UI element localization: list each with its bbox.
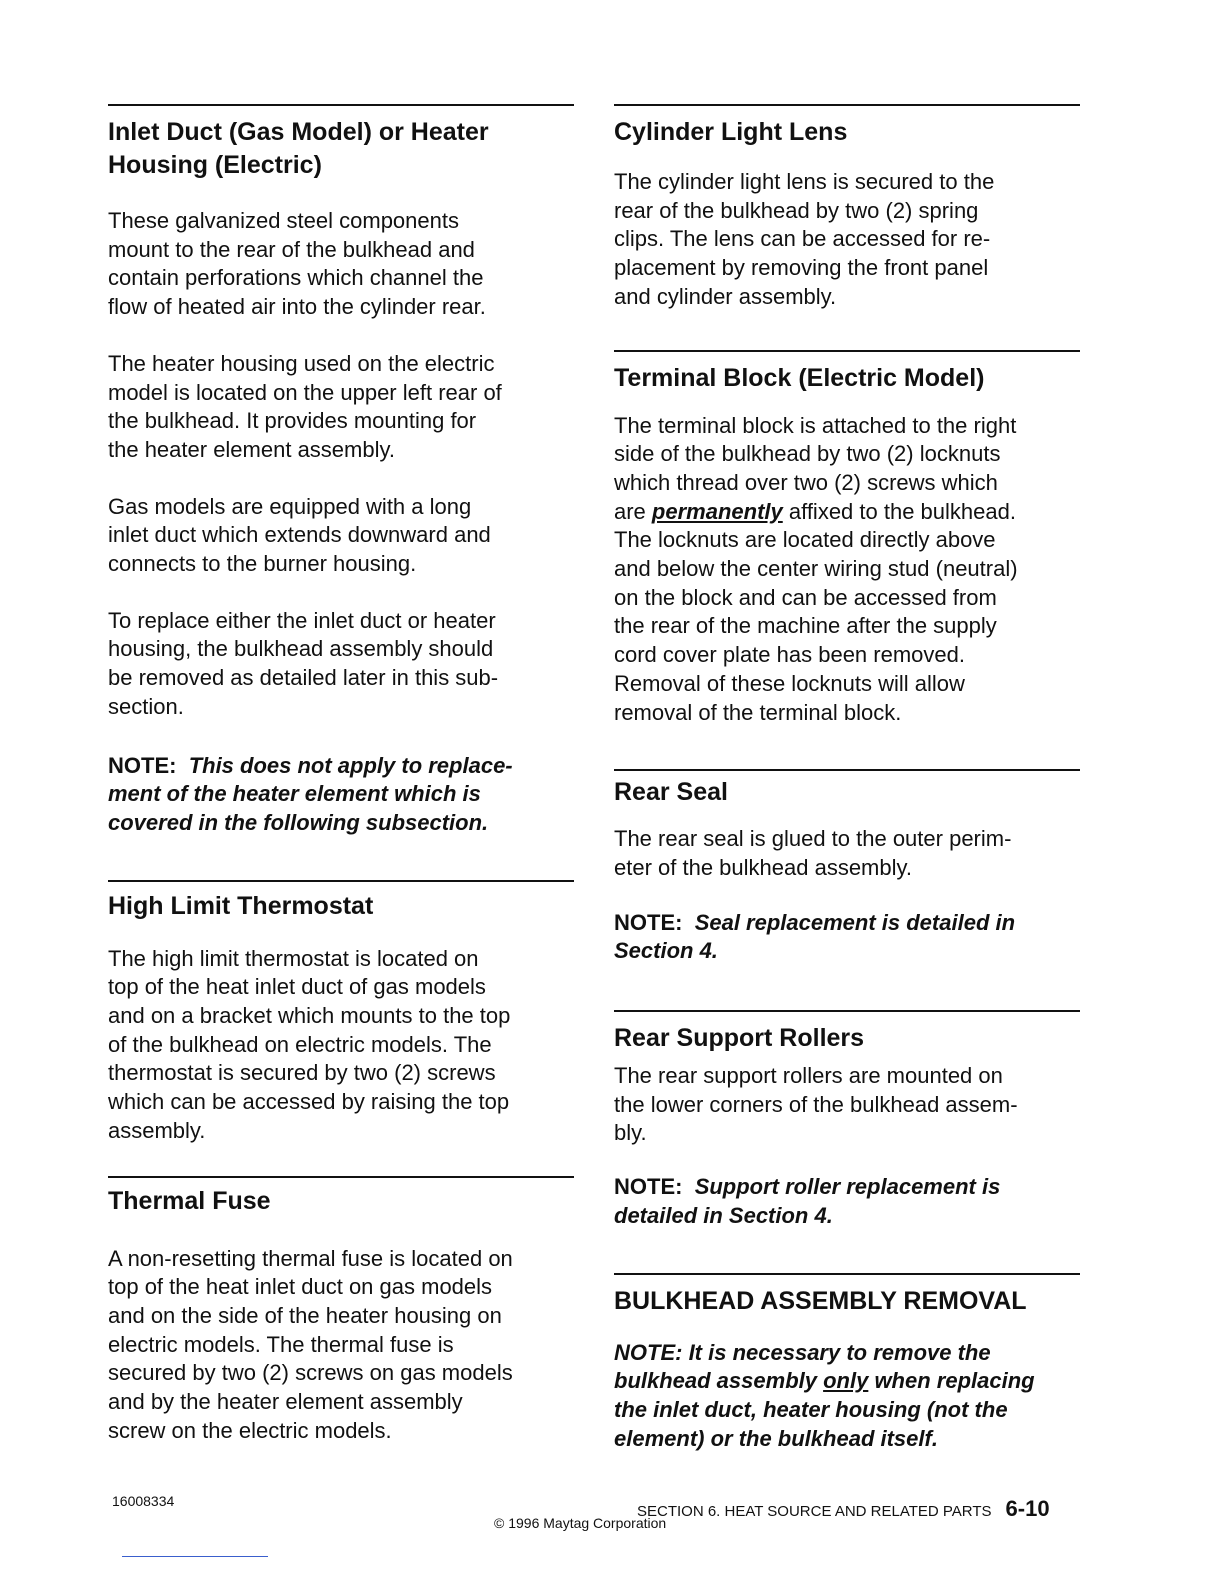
section-title: Rear Support Rollers (614, 1024, 865, 1053)
paragraph: To replace either the inlet duct or heater housing, the bulkhead assembly should be removed as detailed later in this sub- section. (108, 607, 499, 719)
note-label: NOTE: (614, 909, 683, 935)
section-inlet-duct (108, 104, 574, 838)
paragraph: The rear support rollers are mounted on the lower corners of the bulkhead assem- bly. (614, 1063, 1018, 1146)
section-rear-support-rollers (614, 1010, 1080, 1231)
section-high-limit-thermostat (108, 880, 574, 1146)
section-title: Thermal Fuse (108, 1186, 271, 1215)
paragraph: These galvanized steel components mount to the rear of the bulkhead and contain perforations which channel the flow of heated air into the cylinder rear. (108, 208, 486, 320)
paragraph: The cylinder light lens is secured to the rear of the bulkhead by two (2) spring clips. The lens can be accessed for re- placement by removing the front panel and cylinder assembly. (614, 169, 995, 309)
note: NOTE: This does not apply to replace- ment of the heater element which is covered in the following subsection. (108, 752, 513, 835)
paragraph: The high limit thermostat is located on top of the heat inlet duct of gas models and on a bracket which mounts to the top of the bulkhead on electric models. The thermostat is secured by two (2) screws which can be accessed by raising the top assembly. (108, 945, 511, 1143)
note-label: NOTE: (614, 1339, 683, 1365)
note: NOTE: It is necessary to remove the bulkhead assembly only when replacing the inlet duct, heater housing (not the element) or the bulkhead itself. (614, 1339, 1035, 1451)
section-title: High Limit Thermostat (108, 891, 374, 920)
section-cylinder-light-lens (614, 104, 1080, 312)
section-title: Cylinder Light Lens (614, 118, 848, 146)
section-footer (637, 1496, 1050, 1522)
document-number: 16008334 (112, 1493, 175, 1509)
section-label: SECTION 6. HEAT SOURCE AND RELATED PARTS (637, 1503, 992, 1520)
section-terminal-block (614, 350, 1080, 728)
right-column (614, 104, 1080, 1453)
paragraph: The terminal block is attached to the right side of the bulkhead by two (2) locknuts which thread over two (2) screws which are permanently affixed to the bulkhead. The locknuts are located directly above and below the center wiring stud (neutral) on the block and can be accessed from the rear of the machine after the supply cord cover plate has been removed. Removal of these locknuts will allow removal of the terminal block. (614, 412, 1018, 725)
paragraph: The rear seal is glued to the outer perim- eter of the bulkhead assembly. (614, 826, 1012, 880)
section-title: BULKHEAD ASSEMBLY REMOVAL (614, 1286, 1027, 1315)
paragraph: Gas models are equipped with a long inlet duct which extends downward and connects to the burner housing. (108, 493, 491, 577)
section-title: Rear Seal (614, 778, 728, 807)
paragraph: The heater housing used on the electric model is located on the upper left rear of the bulkhead. It provides mounting for the heater element assembly. (108, 350, 502, 462)
section-rear-seal (614, 769, 1080, 966)
page-number: 6-10 (1005, 1496, 1050, 1521)
section-bulkhead-removal (614, 1273, 1080, 1454)
paragraph: A non-resetting thermal fuse is located on top of the heat inlet duct on gas models and on the side of the heater housing on electric models. The thermal fuse is secured by two (2) screws on gas models and by the heater element assembly screw on the electric models. (108, 1245, 513, 1443)
section-thermal-fuse (108, 1176, 574, 1446)
note-label: NOTE: (614, 1174, 683, 1200)
emphasis: permanently (651, 498, 783, 524)
left-column (108, 104, 574, 1446)
scan-mark (122, 1556, 268, 1557)
note: NOTE: Support roller replacement is detailed in Section 4. (614, 1174, 1001, 1228)
section-title (108, 116, 574, 182)
emphasis: only (823, 1368, 869, 1394)
section-title: Terminal Block (Electric Model) (614, 363, 985, 392)
title-line: Inlet Duct (Gas Model) or Heater (108, 118, 489, 146)
note-label: NOTE: (108, 752, 177, 778)
note: NOTE: Seal replacement is detailed in Section 4. (614, 909, 1016, 964)
copyright: © 1996 Maytag Corporation (494, 1515, 667, 1531)
title-line: Housing (Electric) (108, 151, 322, 179)
